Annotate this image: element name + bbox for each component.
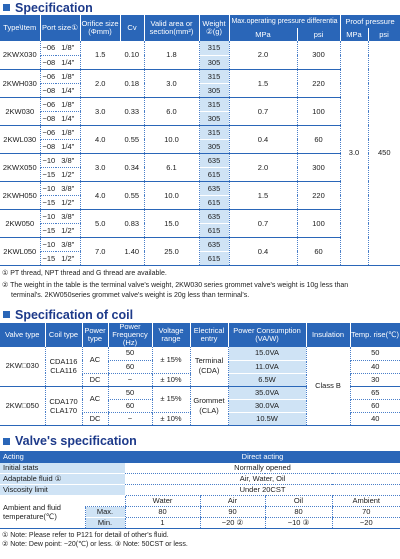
valve-row [0,473,400,484]
valve-row [0,484,400,495]
section-square-icon [3,438,10,445]
col-water: Water [125,495,200,506]
header-acting: Acting [0,451,125,463]
coil-table [0,323,400,426]
electrical-entry-cell: Terminal (CDA) [190,347,228,386]
spec-table [0,15,400,266]
header-temp-rise: Temp. rise(℃) [350,323,400,347]
initial-value: Normally opened [125,463,400,474]
header-consumption: Power Consumption (VA/W) [228,323,306,347]
header-proof-mpa: MPa [340,28,368,41]
header-proof-psi: psi [368,28,400,41]
col-ambient: Ambient [332,495,400,506]
area-cell: 3.0 [144,69,199,97]
type-cell: 2KWX030 [0,41,40,69]
port-size: 1/4" [56,111,80,125]
coil-type-cell: CDA170 CLA170 [45,386,82,425]
weight-cell: 635 [199,209,229,223]
port-size: 3/8" [56,181,80,195]
consumption-cell: 30.0VA [228,399,306,412]
header-power-type: Power type [82,323,108,347]
port-suffix: −10 [40,181,56,195]
mpa-cell: 0.4 [229,237,297,265]
valve-row [0,495,400,506]
port-size: 1/2" [56,195,80,209]
header-electrical-entry: Electrical entry [190,323,228,347]
type-cell: 2KWL030 [0,125,40,153]
min-ambient: −20 [332,517,400,528]
mpa-cell: 0.7 [229,209,297,237]
frequency-cell: 60 [108,360,152,373]
spec-row [0,69,400,83]
voltage-range-ac: ± 15% [152,386,190,412]
valve-title: Valve's specification [0,434,400,449]
consumption-cell: 15.0VA [228,347,306,360]
mpa-cell: 0.4 [229,125,297,153]
port-suffix: −06 [40,125,56,139]
port-suffix: −08 [40,139,56,153]
proof-psi-cell: 450 [368,41,400,265]
max-ambient: 70 [332,506,400,517]
power-type-ac: AC [82,347,108,373]
area-cell: 1.8 [144,41,199,69]
col-oil: Oil [265,495,332,506]
orifice-cell: 5.0 [80,209,120,237]
header-max-pressure: Max.operating pressure differentia [229,15,340,28]
valve-row [0,463,400,474]
header-port-size: Port size① [40,15,80,41]
port-size: 1/2" [56,251,80,265]
temp-cell: 60 [350,399,400,412]
col-air: Air [200,495,265,506]
header-weight: Weight ②(g) [199,15,229,41]
port-size: 1/2" [56,167,80,181]
header-valve-type: Valve type [0,323,45,347]
frequency-cell: 50 [108,386,152,399]
port-suffix: −06 [40,97,56,111]
header-voltage-range: Voltage range [152,323,190,347]
spec-notes: ① PT thread, NPT thread and G thread are available. ② The weight in the table is the terminal valve's weight, 2KW030 series grommet valve's weight is 10g less than terminal's. 2KW050series grommet valve's weight is 20g less than terminal's. [2,269,349,299]
spec-row [0,41,400,55]
port-size: 1/8" [56,97,80,111]
psi-cell: 220 [297,69,340,97]
section-square-icon [3,311,10,318]
weight-cell: 305 [199,55,229,69]
port-size: 1/4" [56,139,80,153]
temp-cell: 40 [350,412,400,425]
voltage-range-ac: ± 15% [152,347,190,373]
header-insulation: Insulation [306,323,350,347]
port-size: 1/2" [56,223,80,237]
area-cell: 10.0 [144,125,199,153]
weight-cell: 315 [199,41,229,55]
type-cell: 2KW050 [0,209,40,237]
cv-cell: 0.83 [120,209,144,237]
weight-cell: 305 [199,111,229,125]
temp-cell: 40 [350,360,400,373]
port-suffix: −10 [40,237,56,251]
type-cell: 2KWH050 [0,181,40,209]
header-orifice: Orifice size (Φmm) [80,15,120,41]
frequency-cell: − [108,373,152,386]
spec-row [0,209,400,223]
header-proof-pressure: Proof pressure [340,15,400,28]
header-type-item: Type\Item [0,15,40,41]
type-cell: 2KWH030 [0,69,40,97]
valve-table [0,451,400,529]
power-type-ac: AC [82,386,108,412]
consumption-cell: 10.5W [228,412,306,425]
port-size: 1/8" [56,125,80,139]
cv-cell: 0.18 [120,69,144,97]
orifice-cell: 3.0 [80,153,120,181]
weight-cell: 635 [199,237,229,251]
header-psi: psi [297,28,340,41]
header-mpa: MPa [229,28,297,41]
valve-type-cell: 2KW□050 [0,386,45,425]
min-label: Min. [85,517,125,528]
port-suffix: −10 [40,209,56,223]
port-suffix: −08 [40,111,56,125]
fluid-label: Adaptable fluid ① [0,473,125,484]
spec-row [0,97,400,111]
fluid-value: Air, Water, Oil [125,473,400,484]
type-cell: 2KWL050 [0,237,40,265]
max-water: 80 [125,506,200,517]
initial-label: Initial stats [0,463,125,474]
port-size: 1/4" [56,55,80,69]
coil-title: Specification of coil [0,307,400,322]
port-suffix: −15 [40,223,56,237]
power-type-dc: DC [82,373,108,386]
weight-cell: 615 [199,195,229,209]
header-valid-area: Valid area or section(mm²) [144,15,199,41]
mpa-cell: 2.0 [229,153,297,181]
min-oil: −10 ③ [265,517,332,528]
psi-cell: 300 [297,41,340,69]
cv-cell: 0.10 [120,41,144,69]
port-suffix: −06 [40,69,56,83]
weight-cell: 315 [199,97,229,111]
valve-notes: ① Note: Please refer to P121 for detail of other's fluid. ② Note: Dew point: −20(℃) or less. ③ Note: 50CST or less. [2,531,188,548]
section-square-icon [3,4,10,11]
orifice-cell: 4.0 [80,125,120,153]
voltage-range-dc: ± 10% [152,373,190,386]
psi-cell: 100 [297,209,340,237]
frequency-cell: 60 [108,399,152,412]
spec-row [0,237,400,251]
area-cell: 25.0 [144,237,199,265]
port-size: 1/8" [56,41,80,55]
header-frequency: Power Frequency (Hz) [108,323,152,347]
consumption-cell: 35.0VA [228,386,306,399]
coil-type-cell: CDA116 CLA116 [45,347,82,386]
port-suffix: −15 [40,167,56,181]
port-suffix: −08 [40,83,56,97]
valve-type-cell: 2KW□030 [0,347,45,386]
temp-cell: 50 [350,347,400,360]
max-label: Max. [85,506,125,517]
viscosity-label: Viscosity limit [0,484,125,495]
weight-cell: 315 [199,69,229,83]
proof-mpa-cell: 3.0 [340,41,368,265]
area-cell: 6.1 [144,153,199,181]
spec-row [0,153,400,167]
cv-cell: 1.40 [120,237,144,265]
header-coil-type: Coil type [45,323,82,347]
psi-cell: 100 [297,97,340,125]
viscosity-value: Under 20CST [125,484,400,495]
port-suffix: −15 [40,251,56,265]
temp-cell: 30 [350,373,400,386]
ambient-label: Ambient and fluid temperature(℃) [0,495,85,528]
frequency-cell: 50 [108,347,152,360]
psi-cell: 60 [297,237,340,265]
weight-cell: 635 [199,153,229,167]
area-cell: 6.0 [144,97,199,125]
orifice-cell: 3.0 [80,97,120,125]
port-size: 3/8" [56,237,80,251]
port-size: 1/8" [56,69,80,83]
port-size: 3/8" [56,153,80,167]
port-suffix: −06 [40,41,56,55]
type-cell: 2KW030 [0,97,40,125]
mpa-cell: 2.0 [229,41,297,69]
coil-row [0,347,400,360]
insulation-cell: Class B [306,347,350,425]
max-oil: 80 [265,506,332,517]
mpa-cell: 1.5 [229,69,297,97]
mpa-cell: 0.7 [229,97,297,125]
type-cell: 2KWX050 [0,153,40,181]
orifice-cell: 2.0 [80,69,120,97]
cv-cell: 0.55 [120,181,144,209]
header-cv: Cv [120,15,144,41]
port-suffix: −15 [40,195,56,209]
psi-cell: 300 [297,153,340,181]
port-size: 1/4" [56,83,80,97]
orifice-cell: 1.5 [80,41,120,69]
frequency-cell: − [108,412,152,425]
max-air: 90 [200,506,265,517]
cv-cell: 0.34 [120,153,144,181]
min-water: 1 [125,517,200,528]
temp-cell: 65 [350,386,400,399]
orifice-cell: 4.0 [80,181,120,209]
min-air: −20 ② [200,517,265,528]
psi-cell: 220 [297,181,340,209]
port-size: 3/8" [56,209,80,223]
spec-row [0,125,400,139]
weight-cell: 635 [199,181,229,195]
weight-cell: 615 [199,223,229,237]
port-suffix: −10 [40,153,56,167]
header-acting-value: Direct acting [125,451,400,463]
power-type-dc: DC [82,412,108,425]
psi-cell: 60 [297,125,340,153]
spec-row [0,181,400,195]
area-cell: 10.0 [144,181,199,209]
cv-cell: 0.33 [120,97,144,125]
weight-cell: 315 [199,125,229,139]
electrical-entry-cell: Grommet (CLA) [190,386,228,425]
weight-cell: 305 [199,83,229,97]
voltage-range-dc: ± 10% [152,412,190,425]
port-suffix: −08 [40,55,56,69]
consumption-cell: 11.0VA [228,360,306,373]
weight-cell: 615 [199,251,229,265]
cv-cell: 0.55 [120,125,144,153]
area-cell: 15.0 [144,209,199,237]
orifice-cell: 7.0 [80,237,120,265]
spec-title: Specification [0,0,400,15]
mpa-cell: 1.5 [229,181,297,209]
empty-cell [85,495,125,506]
weight-cell: 615 [199,167,229,181]
consumption-cell: 6.5W [228,373,306,386]
weight-cell: 305 [199,139,229,153]
